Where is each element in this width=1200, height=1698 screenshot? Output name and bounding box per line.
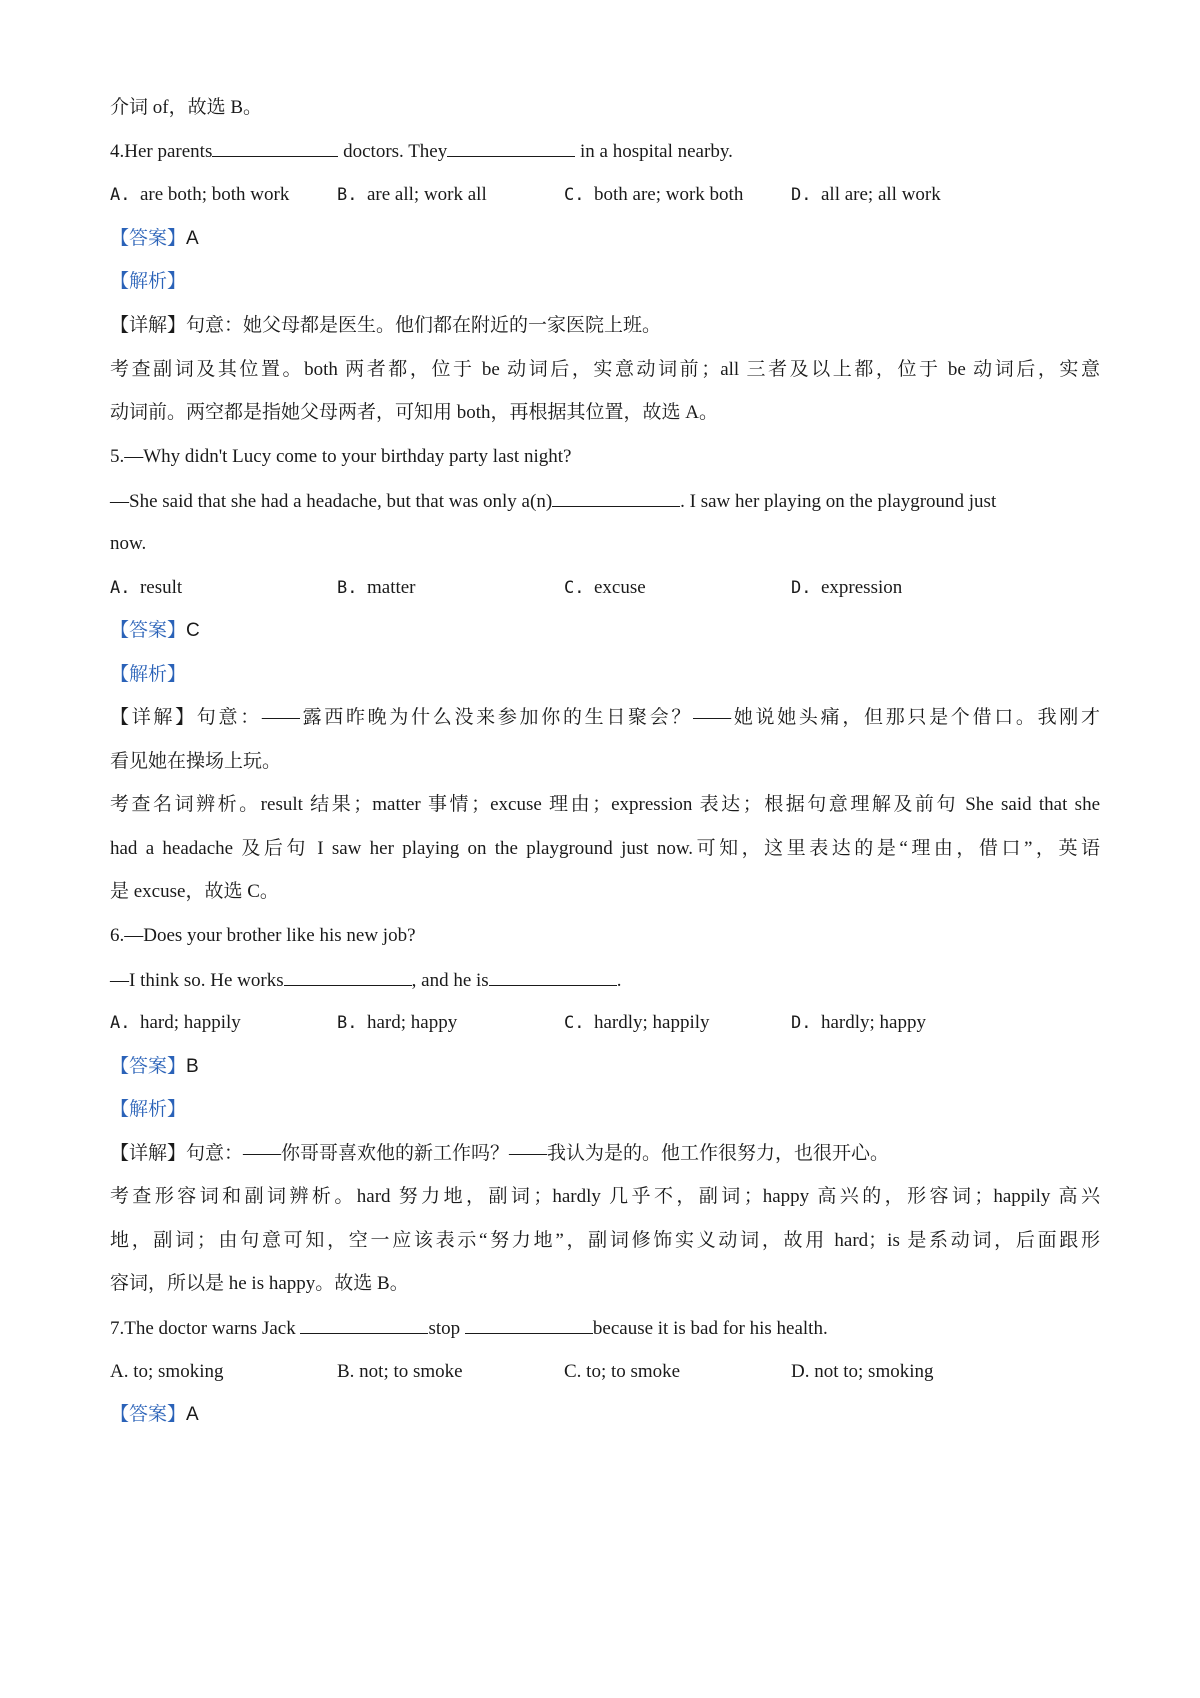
question-7-answer [110, 1402, 1100, 1428]
option-c [564, 182, 743, 208]
option-letter: A. [110, 185, 131, 205]
option-letter: D. [791, 1013, 812, 1033]
option-a [110, 1010, 241, 1036]
question-4-analysis [110, 269, 1100, 295]
stem-text: . I saw her playing on the playground just [680, 491, 997, 512]
explanation-line: 考查副词及其位置。both 两者都，位于 be 动词后，实意动词前；all 三者及以上都，位于 be 动词后，实意 [110, 359, 1100, 380]
option-b [337, 1010, 457, 1036]
question-7-stem [110, 1315, 1100, 1342]
question-6-stem-2 [110, 967, 1100, 994]
question-5-stem-2 [110, 488, 1100, 515]
answer-label: 【答案】 [110, 1056, 187, 1077]
explanation-line: 是 excuse，故选 C。 [110, 881, 279, 902]
option-letter: B. [337, 578, 358, 598]
stem-text: —I think so. He works [110, 970, 284, 991]
answer-blank [284, 967, 412, 986]
detail-text: 句意：——露西昨晚为什么没来参加你的生日聚会？——她说她头痛，但那只是个借口。我刚才 [196, 707, 1100, 728]
detail-line: 看见她在操场上玩。 [110, 751, 282, 772]
question-5-stem-3: now. [110, 533, 147, 554]
option-a [110, 575, 182, 601]
explanation-line: 地，副词；由句意可知，空一应该表示“努力地”，副词修饰实义动词，故用 hard；is 是系动词，后面跟形 [110, 1230, 1100, 1251]
question-5-analysis [110, 662, 1100, 688]
explanation-line: 容词，所以是 he is happy。故选 B。 [110, 1273, 409, 1294]
option-text: hard; happily [139, 1012, 241, 1033]
text-line: 介词 of，故选 B。 [110, 97, 263, 118]
option-letter: C. [564, 1013, 585, 1033]
analysis-label: 【解析】 [110, 664, 187, 685]
stem-text: because it is bad for his health. [592, 1318, 828, 1339]
question-5-answer [110, 618, 1100, 644]
option-c: C. to; to smoke [564, 1361, 681, 1382]
analysis-label: 【解析】 [110, 1099, 187, 1120]
option-b: B. not; to smoke [337, 1361, 463, 1382]
question-6-answer [110, 1054, 1100, 1080]
option-c [564, 575, 646, 601]
question-4-stem [110, 138, 1100, 165]
option-a [110, 182, 289, 208]
stem-text: stop [428, 1318, 465, 1339]
question-5-detail [110, 705, 1100, 731]
option-letter: B. [337, 1013, 358, 1033]
question-4-detail [110, 313, 1100, 339]
answer-blank [447, 138, 575, 157]
option-d: D. not to; smoking [791, 1361, 934, 1382]
detail-label: 【详解】 [110, 1143, 187, 1164]
explanation-line: 考查名词辨析。result 结果；matter 事情；excuse 理由；expression 表达；根据句意理解及前句 She said that she [110, 794, 1100, 815]
explanation-line: 考查形容词和副词辨析。hard 努力地，副词；hardly 几乎不，副词；happy 高兴的，形容词；happily 高兴 [110, 1186, 1100, 1207]
answer-blank [300, 1315, 428, 1334]
answer-blank [552, 488, 680, 507]
option-text: excuse [593, 577, 646, 598]
stem-text: . [616, 970, 622, 991]
option-d [791, 1010, 926, 1036]
stem-text: 7.The doctor warns Jack [110, 1318, 301, 1339]
option-letter: A. [110, 1013, 131, 1033]
option-b [337, 575, 416, 601]
explanation-line: had a headache 及后句 I saw her playing on the playground just now.可知，这里表达的是“理由，借口”，英语 [110, 838, 1100, 859]
option-d [791, 575, 902, 601]
question-6-detail [110, 1141, 1100, 1167]
explanation-line: 动词前。两空都是指她父母两者，可知用 both，再根据其位置，故选 A。 [110, 402, 719, 423]
answer-blank [212, 138, 338, 157]
analysis-label: 【解析】 [110, 271, 187, 292]
option-a: A. to; smoking [110, 1361, 224, 1382]
option-d [791, 182, 941, 208]
option-text: are all; work all [366, 184, 487, 205]
option-letter: C. [564, 578, 585, 598]
stem-text: in a hospital nearby. [575, 141, 733, 162]
stem-text: 4.Her parents [110, 141, 213, 162]
option-text: expression [820, 577, 903, 598]
detail-text: 句意：她父母都是医生。他们都在附近的一家医院上班。 [186, 315, 662, 336]
option-text: result [139, 577, 183, 598]
answer-value: A [186, 228, 199, 249]
option-c [564, 1010, 710, 1036]
question-5-stem: 5.—Why didn't Lucy come to your birthday party last night? [110, 446, 572, 467]
answer-label: 【答案】 [110, 620, 187, 641]
answer-label: 【答案】 [110, 228, 187, 249]
option-text: all are; all work [820, 184, 941, 205]
option-letter: D. [791, 578, 812, 598]
answer-value: B [186, 1056, 199, 1077]
answer-label: 【答案】 [110, 1404, 187, 1425]
answer-blank [465, 1315, 593, 1334]
answer-blank [489, 967, 617, 986]
option-text: hard; happy [366, 1012, 458, 1033]
option-text: both are; work both [593, 184, 744, 205]
question-6-analysis [110, 1097, 1100, 1123]
option-b [337, 182, 487, 208]
option-text: hardly; happy [820, 1012, 926, 1033]
stem-text: doctors. They [338, 141, 448, 162]
option-letter: A. [110, 578, 131, 598]
detail-label: 【详解】 [110, 315, 187, 336]
answer-value: C [186, 620, 200, 641]
detail-text: 句意：——你哥哥喜欢他的新工作吗？——我认为是的。他工作很努力，也很开心。 [186, 1143, 890, 1164]
option-letter: D. [791, 185, 812, 205]
option-text: are both; both work [139, 184, 290, 205]
option-letter: B. [337, 185, 358, 205]
option-text: hardly; happily [593, 1012, 710, 1033]
answer-value: A [186, 1404, 199, 1425]
question-6-stem: 6.—Does your brother like his new job? [110, 925, 416, 946]
option-text: matter [366, 577, 416, 598]
stem-text: , and he is [411, 970, 489, 991]
stem-text: —She said that she had a headache, but that was only a(n) [110, 491, 553, 512]
option-letter: C. [564, 185, 585, 205]
question-4-answer [110, 226, 1100, 252]
detail-label: 【详解】 [110, 707, 197, 728]
